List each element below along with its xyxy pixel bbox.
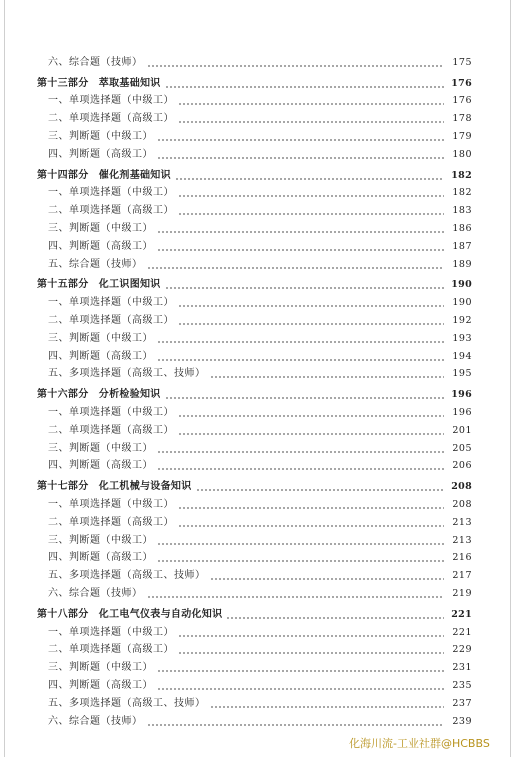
toc-page-number: 213 xyxy=(452,516,472,528)
toc-entry[interactable] xyxy=(0,659,515,677)
toc-entry-title: 三、判断题（中级工） xyxy=(48,535,157,547)
toc-entry[interactable] xyxy=(0,440,515,458)
toc-page-number: 175 xyxy=(452,56,472,68)
toc-page-number: 190 xyxy=(451,279,472,291)
toc-page-number: 229 xyxy=(452,644,472,656)
toc-page-number: 195 xyxy=(452,368,472,380)
toc-page-number: 187 xyxy=(452,240,472,252)
toc-page-number: 186 xyxy=(452,223,472,235)
toc-entry[interactable] xyxy=(0,256,515,274)
toc-entry-title: 五、多项选择题（高级工、技师） xyxy=(48,698,210,710)
toc-entry-title: 一、单项选择题（中级工） xyxy=(48,297,178,309)
toc-entry-title: 一、单项选择题（中级工） xyxy=(48,187,178,199)
toc-page-number: 239 xyxy=(452,715,472,727)
toc-page-number: 178 xyxy=(452,113,472,125)
dot-leader xyxy=(147,57,445,69)
toc-entry-title: 六、综合题（技师） xyxy=(48,716,147,728)
dot-leader xyxy=(157,443,444,455)
toc-entry-title: 第十八部分 化工电气仪表与自动化知识 xyxy=(37,609,226,621)
toc-page-number: 196 xyxy=(451,389,472,401)
toc-part-heading[interactable] xyxy=(0,386,515,404)
dot-leader xyxy=(178,627,444,639)
toc-entry-title: 六、综合题（技师） xyxy=(48,57,147,69)
dot-leader xyxy=(157,333,444,345)
toc-entry[interactable] xyxy=(0,404,515,422)
toc-entry[interactable] xyxy=(0,146,515,164)
toc-entry-title: 四、判断题（高级工） xyxy=(48,552,157,564)
toc-page-number: 221 xyxy=(451,608,472,620)
toc-entry[interactable] xyxy=(0,238,515,256)
toc-entry[interactable] xyxy=(0,366,515,384)
toc-entry-title: 二、单项选择题（高级工） xyxy=(48,315,178,327)
toc-entry[interactable] xyxy=(0,624,515,642)
toc-entry[interactable] xyxy=(0,422,515,440)
toc-entry[interactable] xyxy=(0,514,515,532)
toc-entry-title: 第十七部分 化工机械与设备知识 xyxy=(37,481,196,493)
toc-entry-title: 五、多项选择题（高级工、技师） xyxy=(48,368,210,380)
toc-page-number: 219 xyxy=(452,588,472,599)
dot-leader xyxy=(157,680,444,692)
dot-leader xyxy=(210,698,445,710)
toc-entry-title: 二、单项选择题（高级工） xyxy=(48,517,178,529)
toc-entry-title: 四、判断题（高级工） xyxy=(48,460,157,472)
toc-page-number: 208 xyxy=(452,499,472,511)
toc-entry-title: 第十五部分 化工识图知识 xyxy=(37,279,165,291)
toc-entry[interactable] xyxy=(0,496,515,514)
toc-entry-title: 第十三部分 萃取基础知识 xyxy=(37,78,165,90)
toc-entry-title: 一、单项选择题（中级工） xyxy=(48,407,178,419)
dot-leader xyxy=(210,570,445,582)
toc-page-number: 182 xyxy=(452,187,472,199)
dot-leader xyxy=(178,644,444,656)
toc-entry-title: 第十四部分 催化剂基础知识 xyxy=(37,170,175,182)
toc-entry[interactable] xyxy=(0,550,515,568)
toc-entry[interactable] xyxy=(0,585,515,603)
dot-leader xyxy=(178,499,444,511)
toc-page-number: 208 xyxy=(451,481,472,493)
toc-page-number: 213 xyxy=(452,534,472,546)
dot-leader xyxy=(157,241,444,253)
dot-leader xyxy=(178,407,444,419)
toc-entry-title: 二、单项选择题（高级工） xyxy=(48,205,178,217)
toc-page-number: 189 xyxy=(452,258,472,270)
toc-entry-title: 三、判断题（中级工） xyxy=(48,662,157,674)
toc-page-number: 201 xyxy=(452,424,472,436)
toc-page-number: 190 xyxy=(452,297,472,309)
dot-leader xyxy=(178,187,444,199)
dot-leader xyxy=(178,205,444,217)
dot-leader xyxy=(157,552,444,564)
dot-leader xyxy=(147,259,445,271)
toc-entry-title: 一、单项选择题（中级工） xyxy=(48,499,178,511)
toc-entry-title: 四、判断题（高级工） xyxy=(48,351,157,363)
toc-entry-title: 六、综合题（技师） xyxy=(48,588,147,600)
toc-page-number: 217 xyxy=(452,570,472,582)
toc-entry[interactable] xyxy=(0,458,515,476)
toc-entry[interactable] xyxy=(0,348,515,366)
dot-leader xyxy=(178,425,444,437)
toc-page-number: 231 xyxy=(452,662,472,674)
toc-entry-title: 四、判断题（高级工） xyxy=(48,680,157,692)
toc-page-number: 196 xyxy=(452,407,472,419)
toc-entry[interactable] xyxy=(0,532,515,550)
dot-leader xyxy=(196,481,445,493)
toc-part-heading[interactable] xyxy=(0,478,515,496)
toc-page-number: 205 xyxy=(452,442,472,454)
toc-entry[interactable] xyxy=(0,202,515,220)
toc-entry-title: 二、单项选择题（高级工） xyxy=(48,425,178,437)
dot-leader xyxy=(157,460,444,472)
toc-entry-title: 五、综合题（技师） xyxy=(48,259,147,271)
toc-entry[interactable] xyxy=(0,713,515,731)
toc-page-number: 216 xyxy=(452,552,472,564)
dot-leader xyxy=(157,149,444,161)
dot-leader xyxy=(210,368,445,380)
dot-leader xyxy=(157,351,444,363)
toc-entry[interactable] xyxy=(0,567,515,585)
toc-page-number: 180 xyxy=(452,148,472,160)
toc-part-heading[interactable] xyxy=(0,277,515,295)
toc-page-number: 183 xyxy=(452,205,472,217)
dot-leader xyxy=(157,223,444,235)
dot-leader xyxy=(157,131,444,143)
dot-leader xyxy=(147,716,445,728)
dot-leader xyxy=(157,535,444,547)
dot-leader xyxy=(178,95,444,107)
toc-page-number: 194 xyxy=(452,350,472,362)
dot-leader xyxy=(178,315,444,327)
toc-entry[interactable] xyxy=(0,294,515,312)
toc-entry[interactable] xyxy=(0,642,515,660)
toc-part-heading[interactable] xyxy=(0,167,515,185)
toc-entry-title: 一、单项选择题（中级工） xyxy=(48,627,178,639)
watermark: 化海川流-工业社群@HCBBS xyxy=(349,737,490,750)
dot-leader xyxy=(178,113,444,125)
dot-leader xyxy=(175,170,444,182)
toc-entry[interactable] xyxy=(0,312,515,330)
toc-entry[interactable] xyxy=(0,220,515,238)
toc-page-number: 182 xyxy=(451,169,472,181)
toc-entry-title: 三、判断题（中级工） xyxy=(48,223,157,235)
toc-page-number: 192 xyxy=(452,315,472,327)
dot-leader xyxy=(178,517,444,529)
toc-entry[interactable] xyxy=(0,110,515,128)
toc-entry-title: 五、多项选择题（高级工、技师） xyxy=(48,570,210,582)
toc-entry-title: 二、单项选择题（高级工） xyxy=(48,644,178,656)
toc-entry-title: 二、单项选择题（高级工） xyxy=(48,113,178,125)
toc-entry-title: 三、判断题（中级工） xyxy=(48,333,157,345)
dot-leader xyxy=(165,78,444,90)
toc-entry-title: 一、单项选择题（中级工） xyxy=(48,95,178,107)
toc-entry[interactable] xyxy=(0,128,515,146)
toc-page-number: 193 xyxy=(452,332,472,344)
toc-entry[interactable] xyxy=(0,677,515,695)
table-of-contents xyxy=(0,54,515,730)
dot-leader xyxy=(165,279,444,291)
toc-page-number: 221 xyxy=(452,626,472,638)
toc-entry-title: 第十六部分 分析检验知识 xyxy=(37,389,165,401)
dot-leader xyxy=(157,662,444,674)
toc-entry-title: 三、判断题（中级工） xyxy=(48,131,157,143)
toc-part-heading[interactable] xyxy=(0,75,515,93)
toc-entry[interactable] xyxy=(0,54,515,72)
toc-entry[interactable] xyxy=(0,185,515,203)
dot-leader xyxy=(226,609,444,621)
toc-entry-title: 四、判断题（高级工） xyxy=(48,149,157,161)
dot-leader xyxy=(165,389,444,401)
dot-leader xyxy=(178,297,444,309)
toc-entry[interactable] xyxy=(0,93,515,111)
toc-page-number: 179 xyxy=(452,131,472,143)
toc-page-number: 237 xyxy=(452,697,472,709)
toc-entry[interactable] xyxy=(0,330,515,348)
toc-page-number: 235 xyxy=(452,679,472,691)
dot-leader xyxy=(147,588,445,600)
toc-entry-title: 四、判断题（高级工） xyxy=(48,241,157,253)
toc-entry[interactable] xyxy=(0,695,515,713)
toc-page-number: 206 xyxy=(452,460,472,472)
toc-page-number: 176 xyxy=(452,95,472,107)
toc-page-number: 176 xyxy=(451,77,472,89)
toc-entry-title: 三、判断题（中级工） xyxy=(48,443,157,455)
toc-part-heading[interactable] xyxy=(0,606,515,624)
